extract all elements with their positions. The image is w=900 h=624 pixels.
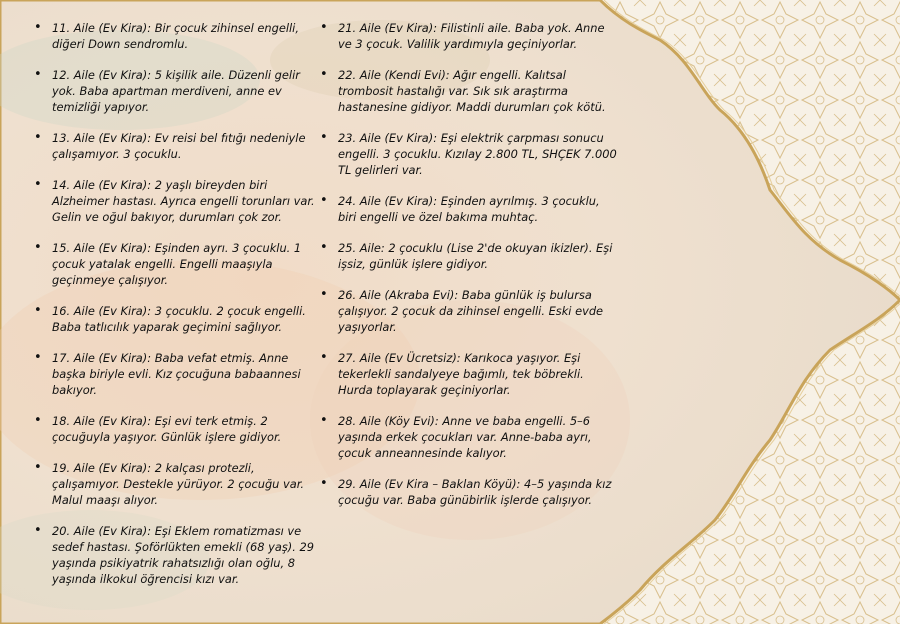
- family-entry-label: 14. Aile (Ev Kira):: [52, 178, 152, 192]
- family-entry-text: 3 çocuklu. 2 çocuk engelli. Baba tatlıcılık yaparak geçimini sağlıyor.: [52, 304, 306, 334]
- family-entry: [318, 193, 618, 225]
- family-entry-label: 23. Aile (Ev Kira):: [338, 131, 438, 145]
- family-entry: [32, 413, 322, 445]
- family-entry-label: 27. Aile (Ev Ücretsiz):: [338, 351, 461, 365]
- family-entry-label: 20. Aile (Ev Kira):: [52, 524, 152, 538]
- family-entry: [318, 476, 618, 508]
- family-entry-label: 22. Aile (Kendi Evi):: [338, 68, 450, 82]
- family-entry: [32, 460, 322, 508]
- family-entry-text: Baba günlük iş bulursa çalışıyor. 2 çocuk da zihinsel engelli. Eski evde yaşıyorlar.: [338, 288, 604, 334]
- family-entry-label: 18. Aile (Ev Kira):: [52, 414, 152, 428]
- family-entry-label: 12. Aile (Ev Kira):: [52, 68, 152, 82]
- family-entry-label: 28. Aile (Köy Evi):: [338, 414, 439, 428]
- family-entry-text: Eşinden ayrı. 3 çocuklu. 1 çocuk yatalak engelli. Engelli maaşıyla geçinmeye çalışıyor.: [52, 241, 302, 287]
- family-entry: [318, 67, 618, 115]
- family-entry-text: Ağır engelli. Kalıtsal trombosit hastalığı var. Sık sık araştırma hastanesine gidiyor. Maddi durumları çok kötü.: [338, 68, 606, 114]
- family-entry: [32, 20, 322, 52]
- family-entry-text: Eşinden ayrılmış. 3 çocuklu, biri engelli ve özel bakıma muhtaç.: [338, 194, 600, 224]
- family-entry-label: 25. Aile:: [338, 241, 385, 255]
- family-entry-label: 26. Aile (Akraba Evi):: [338, 288, 459, 302]
- family-entry: [318, 130, 618, 178]
- family-entry-text: 2 çocuklu (Lise 2'de okuyan ikizler). Eşi işsiz, günlük işlere gidiyor.: [338, 241, 613, 271]
- family-entry-text: Eşi Eklem romatizması ve sedef hastası. Şoförlükten emekli (68 yaş). 29 yaşında psikiyatrik rahatsızlığı olan oğlu, 8 yaşında ilkokul öğrencisi kızı var.: [52, 524, 314, 586]
- family-entry-text: Bir çocuk zihinsel engelli, diğeri Down sendromlu.: [52, 21, 299, 51]
- family-entry-label: 15. Aile (Ev Kira):: [52, 241, 152, 255]
- family-list-right: [318, 20, 618, 523]
- family-entry-label: 29. Aile (Ev Kira – Baklan Köyü):: [338, 477, 521, 491]
- family-list-left: [32, 20, 322, 602]
- family-entry-label: 17. Aile (Ev Kira):: [52, 351, 152, 365]
- family-entry-text: Karıkoca yaşıyor. Eşi tekerlekli sandalyeye bağımlı, tek böbrekli. Hurda toplayarak geçiniyorlar.: [338, 351, 584, 397]
- family-entry: [32, 130, 322, 162]
- family-entry: [318, 240, 618, 272]
- family-entry: [32, 350, 322, 398]
- family-entry-text: 2 yaşlı bireyden biri Alzheimer hastası. Ayrıca engelli torunları var. Gelin ve oğul bakıyor, durumları çok zor.: [52, 178, 315, 224]
- family-entry: [318, 413, 618, 461]
- family-entry: [318, 20, 618, 52]
- family-entry-label: 19. Aile (Ev Kira):: [52, 461, 152, 475]
- family-entry-label: 24. Aile (Ev Kira):: [338, 194, 438, 208]
- family-entry-text: Ev reisi bel fıtığı nedeniyle çalışamıyor. 3 çocuklu.: [52, 131, 306, 161]
- family-entry-text: 4–5 yaşında kız çocuğu var. Baba günübirlik işlerde çalışıyor.: [338, 477, 612, 507]
- family-entry-text: Eşi elektrik çarpması sonucu engelli. 3 çocuklu. Kızılay 2.800 TL, SHÇEK 7.000 TL gelirleri var.: [338, 131, 617, 177]
- family-entry: [32, 177, 322, 225]
- family-entry-text: Filistinli aile. Baba yok. Anne ve 3 çocuk. Valilik yardımıyla geçiniyorlar.: [338, 21, 605, 51]
- family-entry-label: 21. Aile (Ev Kira):: [338, 21, 438, 35]
- family-entry-text: 5 kişilik aile. Düzenli gelir yok. Baba apartman merdiveni, anne ev temizliği yapıyor.: [52, 68, 300, 114]
- family-entry: [32, 523, 322, 587]
- family-entry-label: 13. Aile (Ev Kira):: [52, 131, 152, 145]
- family-entry-text: Eşi evi terk etmiş. 2 çocuğuyla yaşıyor. Günlük işlere gidiyor.: [52, 414, 282, 444]
- family-entry-label: 16. Aile (Ev Kira):: [52, 304, 152, 318]
- family-entry-text: Anne ve baba engelli. 5–6 yaşında erkek çocukları var. Anne-baba ayrı, çocuk anneannesinde kalıyor.: [338, 414, 592, 460]
- family-entry-text: Baba vefat etmiş. Anne başka biriyle evli. Kız çocuğuna babaannesi bakıyor.: [52, 351, 301, 397]
- family-entry-label: 11. Aile (Ev Kira):: [52, 21, 152, 35]
- family-entry: [318, 350, 618, 398]
- family-entry: [32, 240, 322, 288]
- family-entry: [32, 303, 322, 335]
- family-entry: [318, 287, 618, 335]
- family-entry-text: 2 kalçası protezli, çalışamıyor. Destekle yürüyor. 2 çocuğu var. Malul maaşı alıyor.: [52, 461, 304, 507]
- family-entry: [32, 67, 322, 115]
